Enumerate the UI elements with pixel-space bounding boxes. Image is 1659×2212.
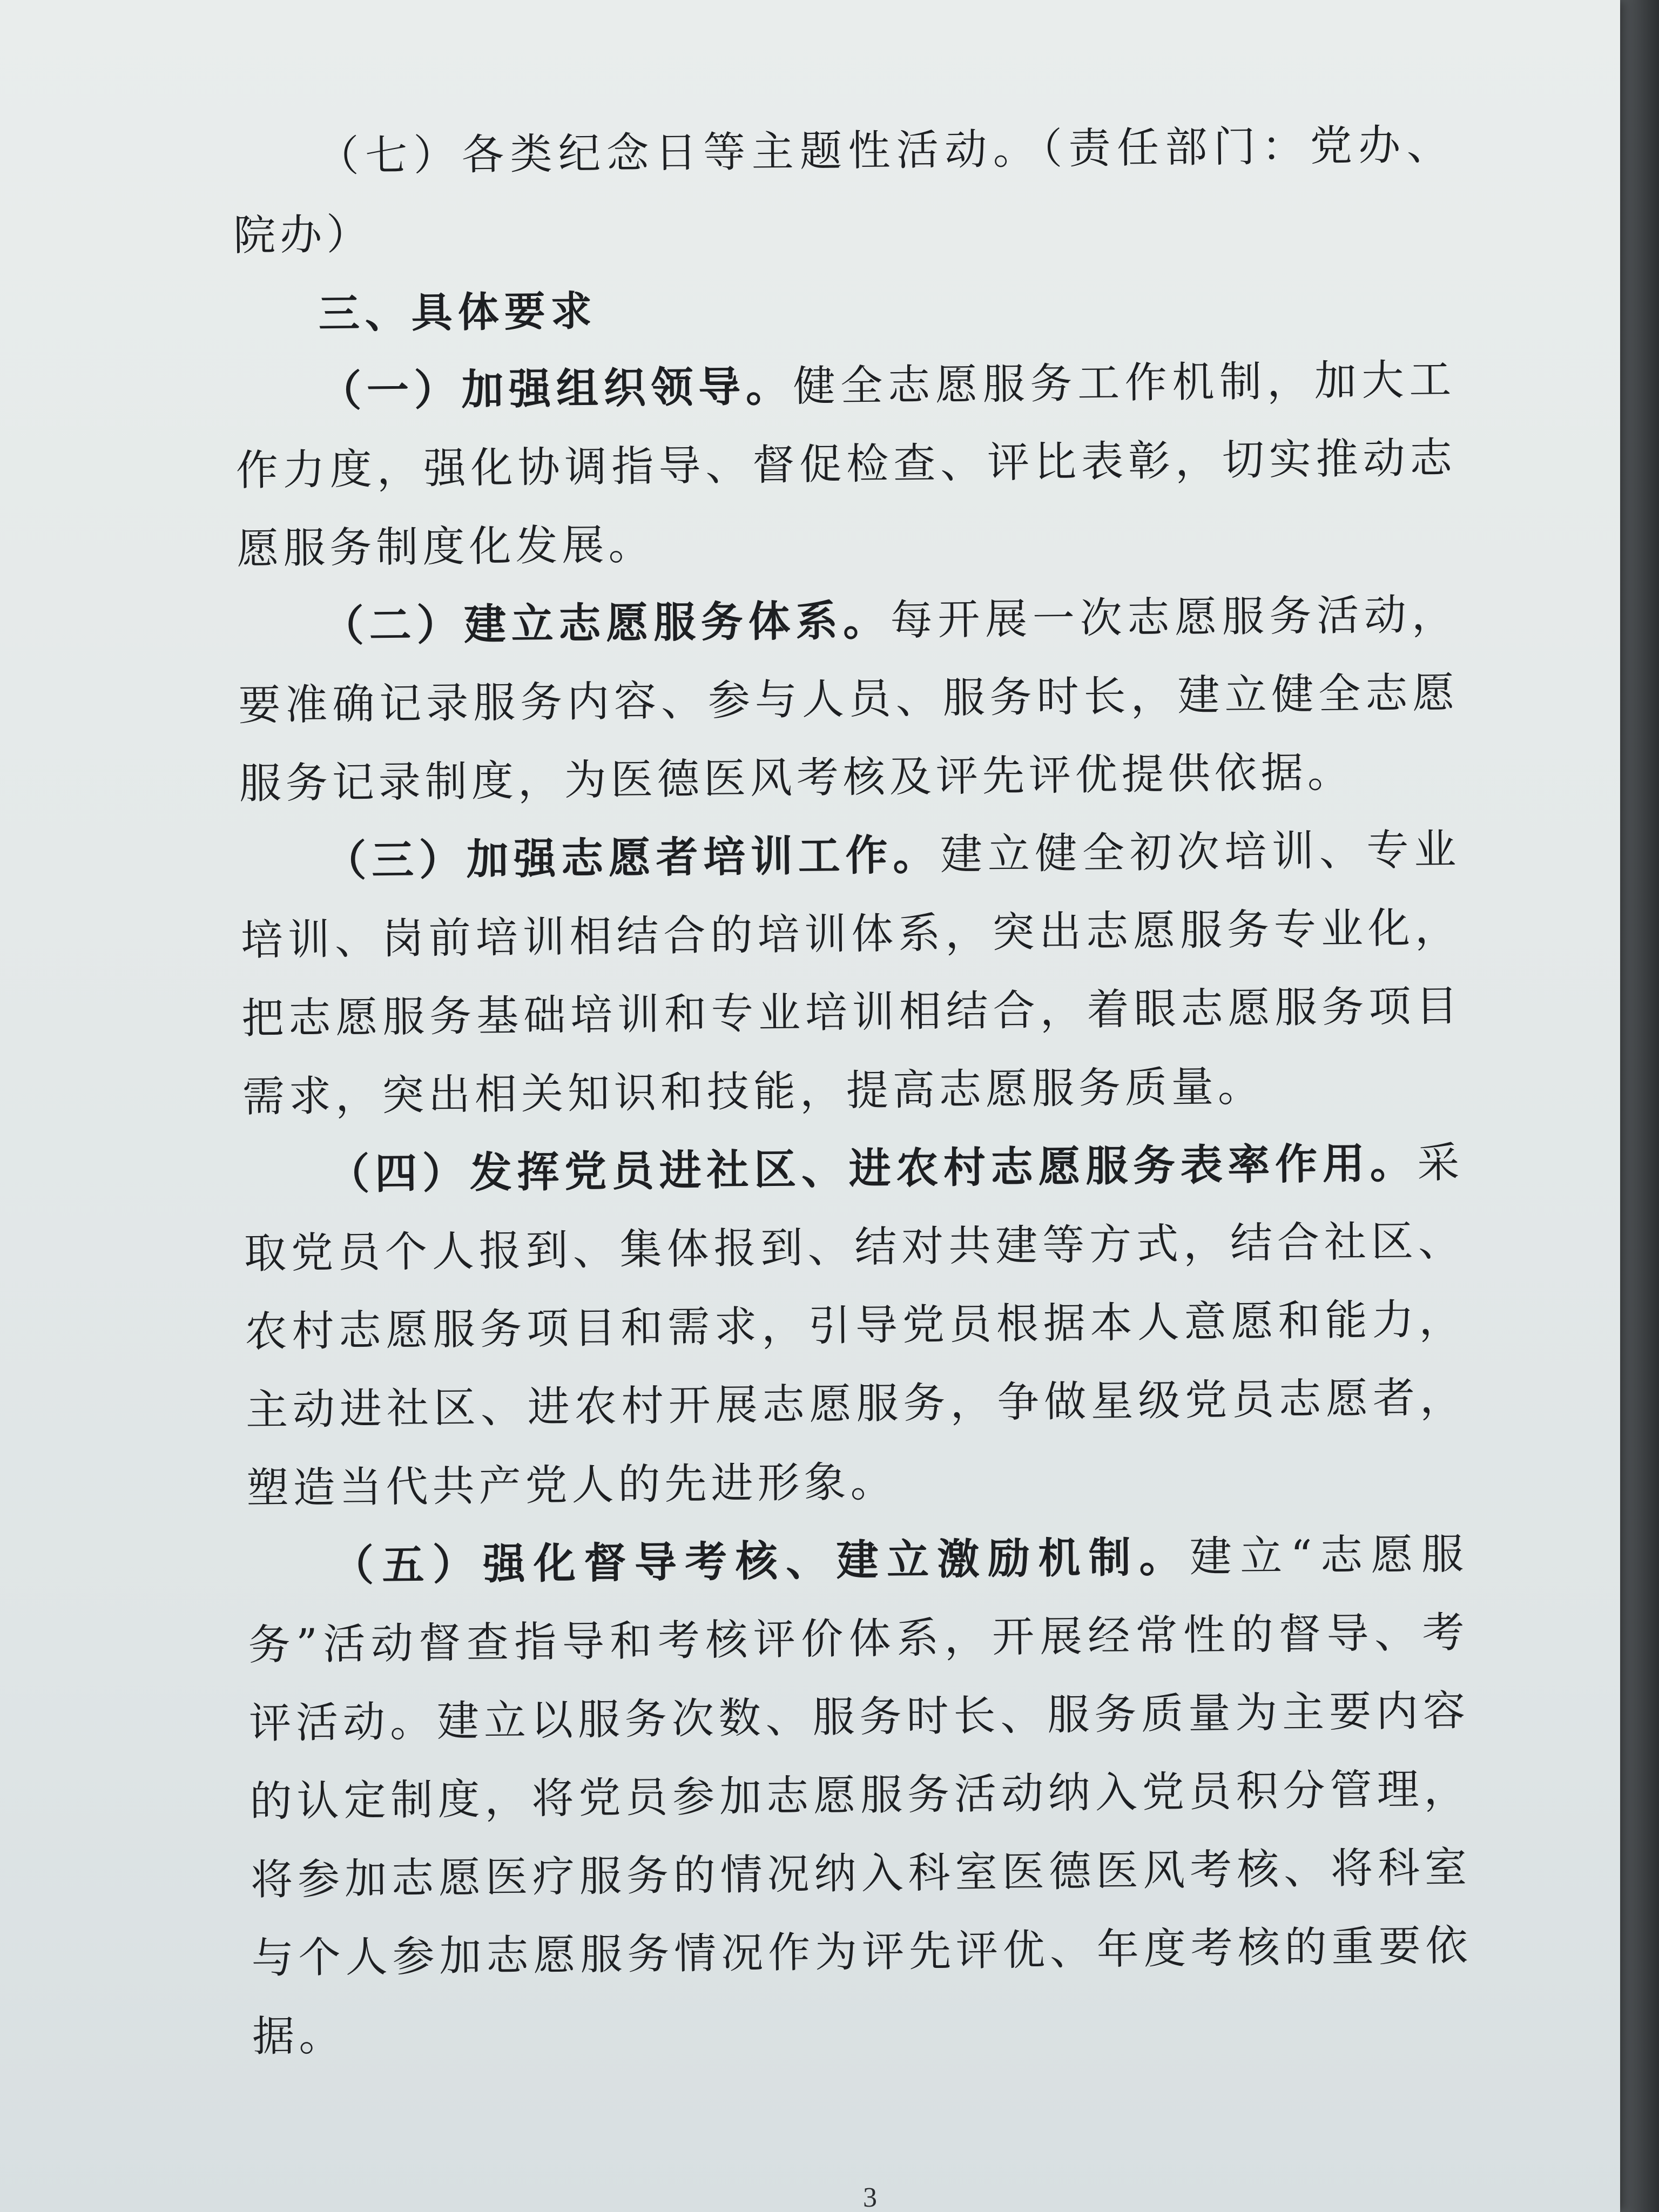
- paragraph-requirement-1: [235, 341, 1458, 589]
- section-heading: [234, 262, 1455, 354]
- desk-background: [1616, 0, 1659, 2212]
- paragraph-text: 建立健全初次培训、专业培训、岗前培训相结合的培训体系，突出志愿服务专业化，把志愿服务基础培训和专业培训相结合，着眼志愿服务项目需求，突出相关知识和技能，提高志愿服务质量。: [240, 825, 1462, 1122]
- paragraph-text: 健全志愿服务工作机制，加大工作力度，强化协调指导、督促检查、评比表彰，切实推动志愿服务制度化发展。: [235, 355, 1457, 574]
- paragraph-item-7: [232, 106, 1454, 275]
- section-heading-text: 三、具体要求: [318, 286, 598, 338]
- paragraph-requirement-3: [240, 811, 1464, 1137]
- paragraph-requirement-5: [247, 1515, 1473, 2076]
- paragraph-text: （七）各类纪念日等主题性活动。（责任部门：党办、院办）: [233, 120, 1454, 260]
- paragraph-lead: （三）加强志愿者培训工作。: [323, 831, 941, 886]
- document-body: [232, 106, 1473, 2076]
- paragraph-requirement-2: [237, 576, 1460, 824]
- paragraph-text: 建立“志愿服务”活动督查指导和考核评价体系，开展经常性的督导、考评活动。建立以服务次数、服务时长、服务质量为主要内容的认定制度，将党员参加志愿服务活动纳入党员积分管理，将参加志愿医疗服务的情况纳入科室医德医风考核、将科室与个人参加志愿服务情况作为评先评优、年度考核的重要依据。: [248, 1530, 1473, 2061]
- paragraph-text: 每开展一次志愿服务活动，要准确记录服务内容、参与人员、服务时长，建立健全志愿服务记录制度，为医德医风考核及评先评优提供依据。: [238, 590, 1459, 808]
- paragraph-lead: （四）发挥党员进社区、进农村志愿服务表率作用。: [327, 1139, 1418, 1199]
- page-number: 3: [863, 2182, 877, 2212]
- paragraph-lead: （一）加强组织领导。: [319, 362, 794, 416]
- paragraph-text: 采取党员个人报到、集体报到、结对共建等方式，结合社区、农村志愿服务项目和需求，引导党员根据本人意愿和能力，主动进社区、进农村开展志愿服务，争做星级党员志愿者，塑造当代共产党人的先进形象。: [244, 1138, 1467, 1513]
- paragraph-lead: （二）建立志愿服务体系。: [321, 596, 891, 651]
- paragraph-lead: （五）强化督导考核、建立激励机制。: [331, 1533, 1190, 1591]
- paragraph-requirement-4: [243, 1124, 1467, 1528]
